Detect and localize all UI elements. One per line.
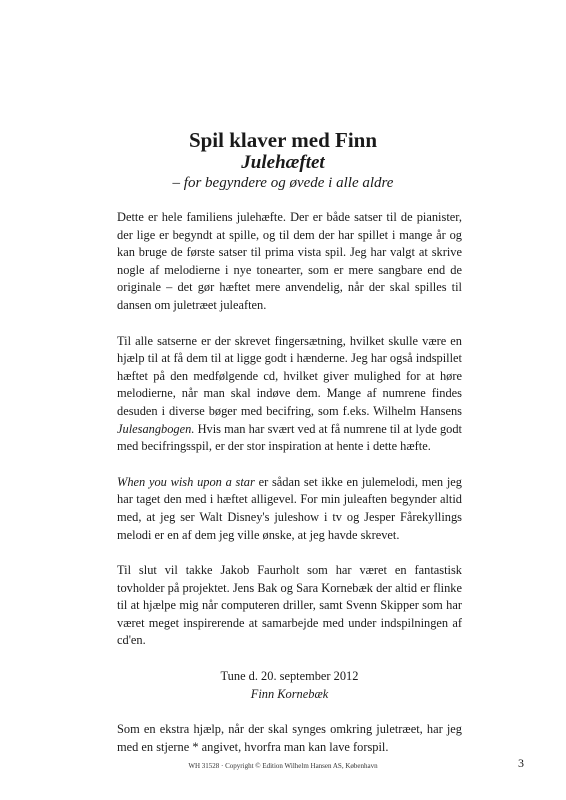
paragraph-fingering-part1: Til alle satserne er der skrevet fingersætning, hvilket skulle være en hjælp til at få dem til at ligge godt i hænderne. Jeg har også indspillet hæftet på den medfølgende cd, hvilket giver mulighed for at høre melodierne, når man skal indøve dem. Mange af numrene findes desuden i diverse bøger med becifring, som f.eks. Wilhelm Hansens xyxy=(117,333,462,418)
title-block xyxy=(0,128,566,193)
book-title-julesangbogen: Julesangbogen. xyxy=(117,421,195,436)
signature-date: Tune d. 20. september 2012 xyxy=(220,669,359,684)
paragraph-wish-upon-a-star xyxy=(117,474,462,544)
paragraph-star-note: Som en ekstra hjælp, når der skal synges omkring juletræet, har jeg med en stjerne * angivet, hvorfra man kan lave forspil. xyxy=(117,722,462,754)
page-subtitle: Julehæftet xyxy=(241,152,325,173)
page-title: Spil klaver med Finn xyxy=(188,128,378,152)
paragraph-fingering-part2: Hvis man har svært ved at få numrene til at lyde godt med becifringsspil, er der stor inspiration at hente i dette hæfte. xyxy=(117,421,462,454)
body-text xyxy=(117,209,462,774)
paragraph-fingering xyxy=(117,333,462,456)
signature-name: Finn Kornebæk xyxy=(250,686,329,701)
footer-copyright: WH 31528 · Copyright © Edition Wilhelm Hansen AS, København xyxy=(188,762,378,770)
page-tagline: – for begyndere og øvede i alle aldre xyxy=(172,175,394,191)
page-number: 3 xyxy=(518,756,524,770)
paragraph-thanks: Til slut vil takke Jakob Faurholt som har været en fantastisk tovholder på projektet. Jens Bak og Sara Kornebæk der altid er flinke til at hjælpe mig når computeren driller, samt Svenn Skipper som har været meget inspirerende at samarbejde med under indspilningen af cd'en. xyxy=(117,563,462,648)
signature xyxy=(117,668,462,703)
paragraph-wish-upon-a-star-text: er sådan set ikke en julemelodi, men jeg har taget den med i hæftet alligevel. For min juleaften begynder altid med, at jeg ser Walt Disney's juleshow i tv og Jesper Fårekyllings melodi er en af dem jeg ville ønske, at jeg havde skrevet. xyxy=(117,474,462,542)
paragraph-intro: Dette er hele familiens julehæfte. Der er både satser til de pianister, der lige er begyndt at spille, og til dem der har spillet i mange år og kan bruge de første satser til prima vista spil. Jeg har valgt at skrive nogle af melodierne i nye tonearter, som er mere sangbare end de originale – det gør hæftet mere anvendelig, når der skal spilles til dansen om juletræet juleaften. xyxy=(117,210,462,312)
song-title-wish-upon-a-star: When you wish upon a star xyxy=(117,474,255,489)
